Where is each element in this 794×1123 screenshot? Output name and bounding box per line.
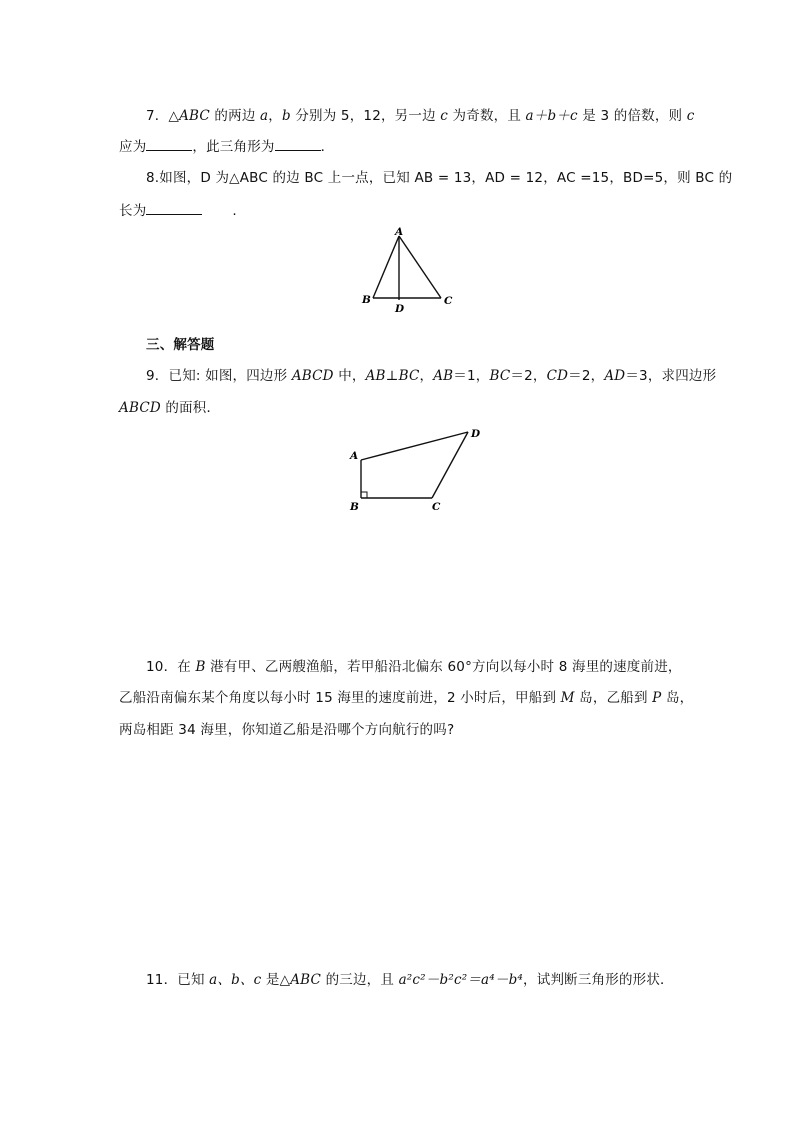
right-angle-mark	[361, 492, 367, 498]
q9-text: 中，	[333, 368, 366, 384]
q10-text: 港有甲、乙两艘渔船，若甲船沿北偏东 60°方向以每小时 8 海里的速度前进，	[205, 659, 682, 675]
q9-text: 9．已知: 如图，四边形	[146, 368, 292, 384]
segment-ab	[373, 236, 399, 298]
label-b: B	[362, 294, 371, 306]
q9-cd: CD	[546, 368, 569, 384]
q8-line2	[119, 199, 237, 219]
q11-text: 的三边，且	[321, 972, 399, 988]
q9-text: 的面积．	[160, 400, 221, 416]
q10-island-p: P	[652, 690, 662, 706]
q7-text: 7．△	[146, 108, 180, 124]
q7-line1	[146, 104, 695, 124]
triangle-abc-figure	[355, 224, 465, 316]
q11-text: ，试判断三角形的形状．	[523, 972, 674, 988]
q9-text: ＝2，	[510, 368, 547, 384]
q9-text: ＝1，	[453, 368, 490, 384]
q11-text: 11．已知	[146, 972, 210, 988]
q10-line3	[119, 718, 454, 738]
label-d: D	[395, 303, 405, 315]
section-heading	[146, 333, 215, 353]
q10-port: B	[195, 659, 206, 675]
q11-sides: a、b、c	[209, 972, 262, 988]
segment-ac	[399, 236, 441, 298]
q7-sum-expression: a＋b＋c	[525, 108, 578, 124]
q8-text: 8.如图，D 为△ABC 的边 BC 上一点，已知 AB = 13，AD = 12，AC =15，BD=5，则 BC 的	[146, 170, 733, 186]
q8-line1	[146, 166, 732, 186]
q9-text: ＝2，	[568, 368, 605, 384]
q10-text: 10．在	[146, 659, 196, 675]
q9-bc: BC	[489, 368, 511, 384]
q7-text: ．	[320, 139, 335, 155]
label-b: B	[350, 501, 359, 513]
q9-quad-name: ABCD	[119, 400, 161, 416]
q10-text: 乙船沿南偏东某个角度以每小时 15 海里的速度前进，2 小时后，甲船到	[119, 690, 561, 706]
label-a: A	[395, 226, 404, 238]
q9-quad-name: ABCD	[291, 368, 334, 384]
q7-text: 应为	[119, 139, 147, 155]
q7-text: 是 3 的倍数，则	[577, 108, 687, 124]
q10-line2	[119, 686, 693, 706]
q7-text: 为奇数，且	[448, 108, 526, 124]
label-d: D	[471, 428, 481, 440]
q11-line1	[146, 968, 674, 988]
q11-triangle-name: ABC	[290, 972, 322, 988]
q7-text: 分别为 5，12，另一边	[290, 108, 441, 124]
label-c: C	[432, 501, 441, 513]
label-a: A	[350, 450, 359, 462]
segment-cd	[432, 432, 468, 498]
q10-text: 岛，乙船到	[574, 690, 653, 706]
q11-text: 是△	[261, 972, 291, 988]
q8-text: 长为	[119, 203, 147, 219]
q8-text: .	[232, 203, 237, 219]
q9-text: ＝3，求四边形	[625, 368, 717, 384]
q7-var-b: b	[281, 108, 291, 124]
answer-blank[interactable]	[146, 201, 202, 215]
q11-equation: a²c²－b²c²＝a⁴－b⁴	[398, 972, 524, 988]
q7-text: ，	[268, 108, 282, 124]
q7-var-c: c	[440, 108, 449, 124]
q7-line2	[119, 135, 334, 155]
q9-line2	[119, 396, 220, 416]
q9-text: ，	[419, 368, 434, 384]
segment-ad	[361, 432, 468, 460]
q7-var-c: c	[686, 108, 695, 124]
q9-line1	[146, 364, 716, 384]
q9-ad: AD	[604, 368, 626, 384]
section-title: 三、解答题	[146, 337, 215, 353]
answer-blank[interactable]	[275, 137, 321, 151]
q9-ab: AB	[433, 368, 454, 384]
q7-text: 的两边	[209, 108, 261, 124]
q10-island-m: M	[560, 690, 575, 706]
q10-text: 两岛相距 34 海里，你知道乙船是沿哪个方向航行的吗?	[119, 722, 455, 738]
q7-triangle-name: ABC	[179, 108, 210, 124]
q10-text: 岛，	[661, 690, 694, 706]
q9-perp: AB⊥BC	[365, 368, 420, 384]
quadrilateral-abcd-figure	[342, 424, 492, 516]
label-c: C	[444, 295, 453, 307]
answer-blank[interactable]	[146, 137, 192, 151]
q10-line1	[146, 655, 682, 675]
q7-var-a: a	[260, 108, 269, 124]
q7-text: ，此三角形为	[192, 139, 275, 155]
